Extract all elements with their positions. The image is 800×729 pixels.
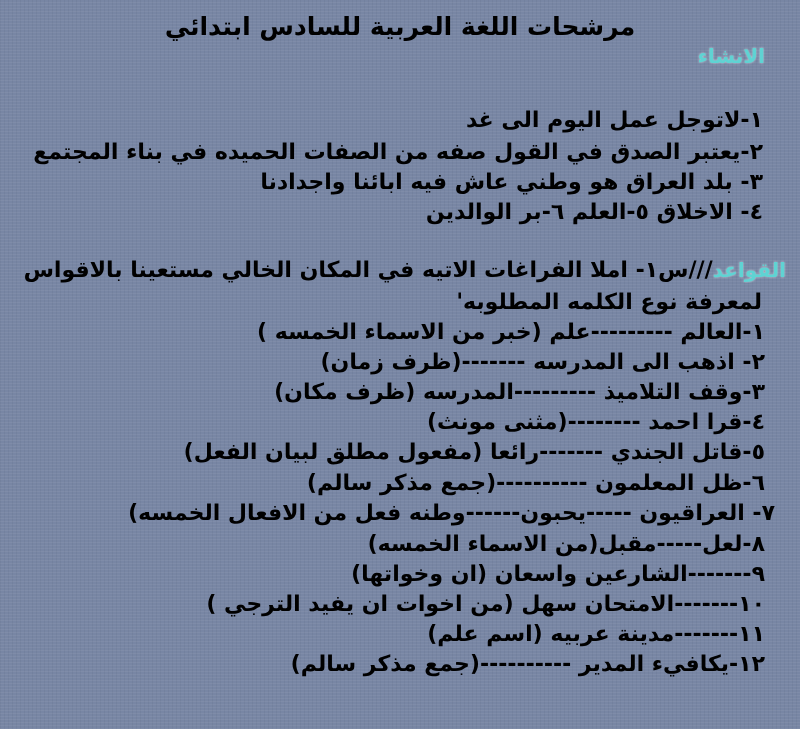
exercise-item-4: ٤-قرا احمد --------(مثنى مونث) xyxy=(427,410,765,435)
question-line-1 xyxy=(0,258,786,283)
exercise-item-8: ٨-لعل-----مقبل(من الاسماء الخمسه) xyxy=(367,532,765,557)
section1-line-3: ٣- بلد العراق هو وطني عاش فيه ابائنا واجدادنا xyxy=(260,170,763,195)
exercise-item-3: ٣-وقف التلاميذ ---------المدرسه (ظرف مكان) xyxy=(274,380,765,405)
question-line-2: لمعرفة نوع الكلمه المطلوبه' xyxy=(456,290,762,315)
exercise-item-10: ١٠-------الامتحان سهل (من اخوات ان يفيد الترجي ) xyxy=(206,592,765,617)
section2-heading: القواعد xyxy=(712,258,786,282)
exercise-item-1: ١-العالم ---------علم (خبر من الاسماء الخمسه ) xyxy=(257,320,765,345)
exercise-item-11: ١١-------مدينة عربيه (اسم علم) xyxy=(427,622,765,647)
page-title: مرشحات اللغة العربية للسادس ابتدائي xyxy=(164,12,636,41)
section1-line-2: ٢-يعتبر الصدق في القول صفه من الصفات الحميده في بناء المجتمع xyxy=(33,140,763,165)
exercise-item-2: ٢- اذهب الى المدرسه -------(ظرف زمان) xyxy=(320,350,765,375)
exercise-item-5: ٥-قاتل الجندي -------رائعا (مفعول مطلق لبيان الفعل) xyxy=(183,440,765,465)
section1-line-1: ١-لاتوجل عمل اليوم الى غد xyxy=(465,108,763,133)
section1-line-4: ٤- الاخلاق ٥-العلم ٦-بر الوالدين xyxy=(425,200,763,225)
exercise-item-7: ٧- العراقيون -----يحبون------وطنه فعل من الافعال الخمسه) xyxy=(128,501,775,526)
exercise-item-6: ٦-ظل المعلمون ----------(جمع مذكر سالم) xyxy=(306,471,765,496)
exercise-item-9: ٩-------الشارعين واسعان (ان وخواتها) xyxy=(351,562,765,587)
question-text-1: ///س١- املا الفراغات الاتيه في المكان الخالي مستعينا بالاقواس xyxy=(23,258,713,283)
exercise-item-12: ١٢-يكافيء المدير ----------(جمع مذكر سالم) xyxy=(290,652,765,677)
section1-heading: الانشاء xyxy=(697,44,765,68)
